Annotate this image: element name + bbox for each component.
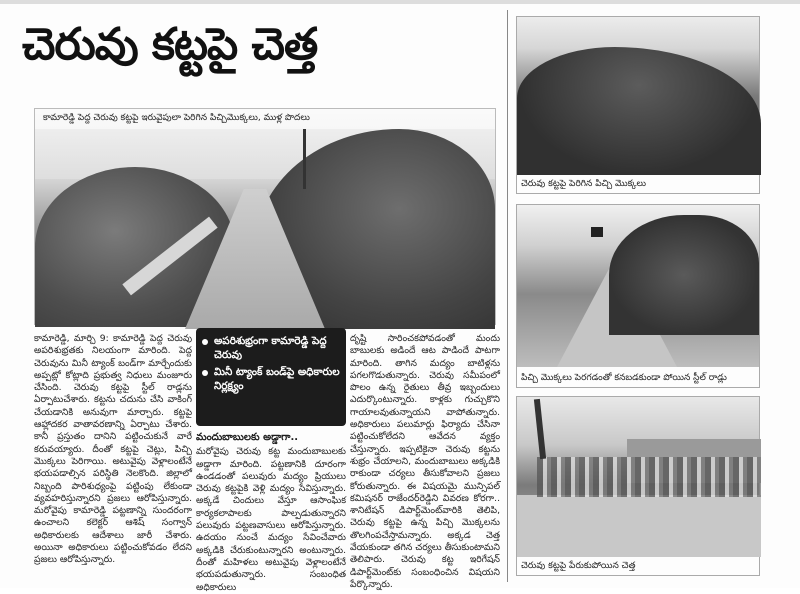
right-photo-caption: పిచ్చి మొక్కలు పెరగడంతో కనబడకుండా పోయిన స్టీల్ రాడ్లు	[521, 373, 727, 383]
right-photo-caption: చెరువు కట్టపై పెరిగిన పిచ్చి మొక్కలు	[521, 179, 647, 189]
ground-shape	[517, 495, 761, 557]
column-subhead: మందుబాబులకు అడ్డాగా..	[196, 432, 299, 443]
right-photo-1	[516, 16, 760, 194]
bush-shape	[609, 215, 759, 335]
highlight-box	[196, 328, 346, 426]
highlight-text: అపరిశుభ్రంగా కామారెడ్డి పెద్ద చెరువు	[214, 335, 327, 361]
main-photo-caption: కామారెడ్డి పెద్ద చెరువు కట్టపై ఇరువైపులా పెరిగిన పిచ్చిమొక్కలు, ముళ్ల పొదలు	[35, 109, 495, 129]
bullet-icon	[202, 370, 208, 376]
bush-shape	[517, 47, 761, 175]
sign-board	[591, 227, 603, 237]
highlight-item	[202, 365, 340, 393]
article-column-1: కామారెడ్డి, మార్చి 9: కామారెడ్డి పెద్ద చెరువు అపరిశుభ్రతకు నిలయంగా మారింది. పెద్ద చెరువును మినీ ట్యాంక్ బండ్‌గా మార్చేందుకు అప్పట్లో కోట్లాది ప్రభుత్వ నిధులు మంజూరు చేసింది. చెరువు కట్టపై స్టీల్ రాడ్లను ఏర్పాటుచేశారు. కట్టను చదును చేసి వాకింగ్ చేయడానికి అనువుగా మార్చారు. కట్టపై ఆహ్లాదకర వాతావరణాన్ని ఏర్పాటు చేశారు. కానీ ప్రస్తుతం దానిని పట్టించుకునే వారే కరువయ్యారు. దీంతో కట్టపై చెట్లు, పిచ్చి మొక్కలు పెరిగాయి. అటువైపు వెళ్లాలంటేనే భయపడాల్సిన పరిస్థితి నెలకొంది. జిల్లాలో నిబ్బంది పారిశుధ్యంపై పట్టింపు లేకుండా వ్యవహరిస్తున్నారని ప్రజలు ఆరోపిస్తున్నారు. మరోవైపు కామారెడ్డి పట్టణాన్ని సుందరంగా ఉంచాలని కలెక్టర్ ఆశిష్ సంగ్వాన్ అధికారులకు ఆదేశాలు జారీ చేశారు. అయినా అధికారులు పట్టించుకోవడం లేదని ప్రజలు ఆరోపిస్తున్నారు.	[34, 333, 192, 566]
highlight-text: మినీ ట్యాంక్ బండ్‌పై అధికారుల నిర్లక్ష్యం	[214, 366, 340, 392]
headline: చెరువు కట్టపై చెత్త	[22, 19, 318, 70]
right-photo-3	[516, 396, 760, 576]
top-band	[0, 0, 800, 4]
article-column-3: దృష్టి సారించకపోవడంతో మందు బాబులకు అడిందే ఆట పాడిందే పాటగా మారింది. తాగిన మద్యం బాటిళ్లను పగలగొడుతున్నారు. చెరువు సమీపంలో పొలం ఉన్న రైతులు తీవ్ర ఇబ్బందులు ఎదుర్కొంటున్నారు. కాళ్లకు గుచ్చుకొని గాయాలవుతున్నాయని వాపోతున్నారు. అధికారులు పలుమార్లు ఫిర్యాదు చేసినా పట్టించుకోలేదని ఆవేదన వ్యక్తం చేస్తున్నారు. ఇప్పటికైనా చెరువు కట్టను శుభ్రం చేయాలని, మందుబాబులు అక్కడికి రాకుండా చర్యలు తీసుకోవాలని ప్రజలు కోరుతున్నారు. ఈ విషయమై మున్సిపల్ కమిషనర్ రాజేందర్‌రెడ్డిని వివరణ కోరగా.. శానిటేషన్ డిపార్ట్‌మెంట్‌వారికి తెలిపి, చెరువు కట్టపై ఉన్న పిచ్చి మొక్కలను తొలగింపచేస్తామన్నారు. అక్కడ చెత్త వేయకుండా తగిన చర్యలు తీసుకుంటామని తెలిపారు. చెరువు కట్ట ఇరిగేషన్ డిపార్ట్‌మెంట్‌కు సంబంధించిన విషయని పేర్కొన్నారు.	[350, 333, 500, 590]
garbage-shape	[537, 457, 761, 497]
bullet-icon	[202, 339, 208, 345]
highlight-item	[202, 334, 340, 362]
right-photo-caption: చెరువు కట్టపై పేరుకుపోయిన చెత్త	[521, 561, 636, 571]
tree-shape	[534, 399, 546, 459]
pole	[303, 129, 306, 189]
photo-image	[517, 397, 759, 557]
photo-image	[517, 205, 759, 367]
column-divider	[507, 10, 508, 582]
photo-image	[517, 17, 759, 175]
right-photo-2	[516, 204, 760, 388]
column-text: మరోవైపు చెరువు కట్ట మందుబాబులకు అడ్డాగా మారింది. పట్టణానికి దూరంగా ఉండడంతో పలువురు మద్యం ప్రియులు చెరువు కట్టపైకి వెళ్లి మద్యం సేవిస్తున్నారు. అక్కడే చిందులు వేస్తూ ఆసాంఘిక కార్యకలాపాలకు పాల్పడుతున్నారని పలువురు పట్టణవాసులు ఆరోపిస్తున్నారు. ఉదయం నుంచే మద్యం సేవించేవారు అక్కడికి చేరుకుంటున్నారని అంటున్నారు. దీంతో మహిళలు అటువైపు వెళ్లాలంటేనే భయపడుతున్నారు. సంబంధిత అధికారులు	[196, 446, 346, 593]
article-column-2	[196, 432, 346, 593]
main-photo	[34, 108, 496, 325]
